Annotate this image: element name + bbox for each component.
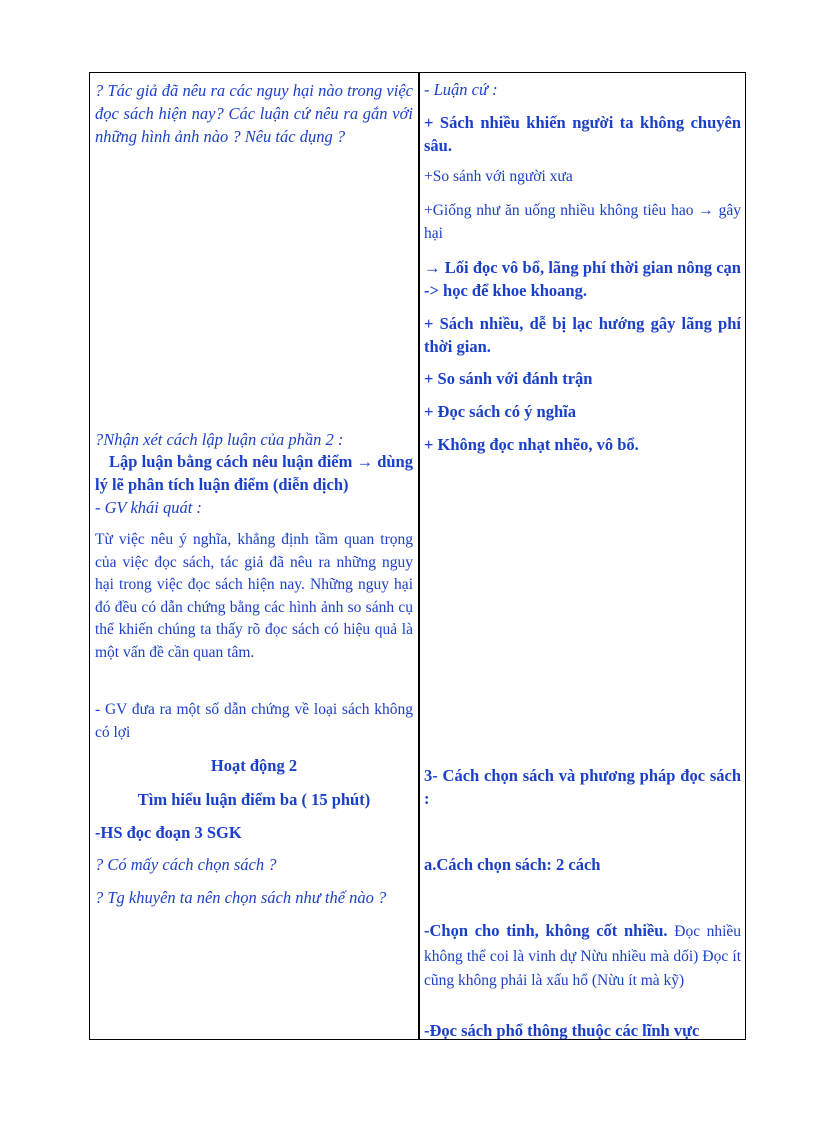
- activity-subtitle: Tìm hiểu luận điểm ba ( 15 phút): [137, 790, 371, 809]
- activity-title: Hoạt động 2: [210, 756, 298, 775]
- question-argument-method: ?Nhận xét cách lập luận của phần 2 :: [95, 430, 344, 449]
- argument-many-books: + Sách nhiều khiến người ta không chuyên sâu.: [424, 113, 741, 155]
- compare-ancients: +So sánh với người xưa: [424, 168, 573, 185]
- summary-paragraph: Từ việc nêu ý nghĩa, khẳng định tầm quan trọng của việc đọc sách, tác giả đã nêu ra những nguy hại trong việc đọc sách hiện nay. Những nguy hại đó đều có dẫn chứng bằng các hình ảnh so sánh cụ thể khiến chúng ta thấy rõ đọc sách có hiệu quả là một vấn đề cần quan tâm.: [95, 531, 413, 661]
- compare-eating: +Giống như ăn uống nhiều không tiêu hao → gây hại: [424, 202, 741, 242]
- arguments-label: - Luận cứ :: [424, 80, 498, 99]
- no-wasteful-reading: + Không đọc nhạt nhẽo, vô bổ.: [424, 435, 639, 454]
- choose-way-1-text: Đọc nhiều không thể coi là vinh dự Nừu nhiều mà dối) Đọc ít cũng không phải là xấu hổ (Nừu ít mà kỹ): [424, 923, 741, 989]
- question-how-to-choose: ? Tg khuyên ta nên chọn sách như thế nào ?: [95, 888, 387, 907]
- argument-lost-direction: + Sách nhiều, dễ bị lạc hướng gây lãng phí thời gian.: [424, 314, 741, 356]
- choose-books-title: a.Cách chọn sách: 2 cách: [424, 855, 601, 874]
- lesson-table: [89, 72, 746, 1040]
- compare-battle: + So sánh với đánh trận: [424, 369, 593, 388]
- answer-argument-method: Lập luận bằng cách nêu luận điểm → dùng lý lẽ phân tích luận điểm (diễn dịch): [95, 452, 413, 494]
- meaningful-reading: + Đọc sách có ý nghĩa: [424, 402, 576, 421]
- gv-summary-label: - GV khái quát :: [95, 498, 202, 517]
- hs-read-instruction: -HS đọc đoạn 3 SGK: [95, 823, 242, 842]
- section-3-heading: 3- Cách chọn sách và phương pháp đọc sách :: [424, 766, 741, 808]
- choose-books-way-2: -Đọc sách phổ thông thuộc các lĩnh vực: [424, 1021, 700, 1039]
- choose-books-way-1: [424, 919, 741, 993]
- choose-way-1-heading: -Chọn cho tinh, không cốt nhiều.: [424, 921, 668, 940]
- question-how-many-ways: ? Có mấy cách chọn sách ?: [95, 855, 277, 874]
- teacher-activity-column: [95, 73, 413, 1039]
- column-divider: [418, 73, 420, 1039]
- question-dangers: ? Tác giả đã nêu ra các nguy hại nào trong việc đọc sách hiện nay? Các luận cứ nêu ra gắn với những hình ảnh nào ? Nêu tác dụng ?: [95, 81, 413, 146]
- content-column: [424, 73, 741, 1039]
- result-wasteful-reading: → Lối đọc vô bổ, lãng phí thời gian nông cạn -> học để khoe khoang.: [424, 258, 741, 300]
- gv-examples: - GV đưa ra một số dẫn chứng về loại sách không có lợi: [95, 701, 413, 741]
